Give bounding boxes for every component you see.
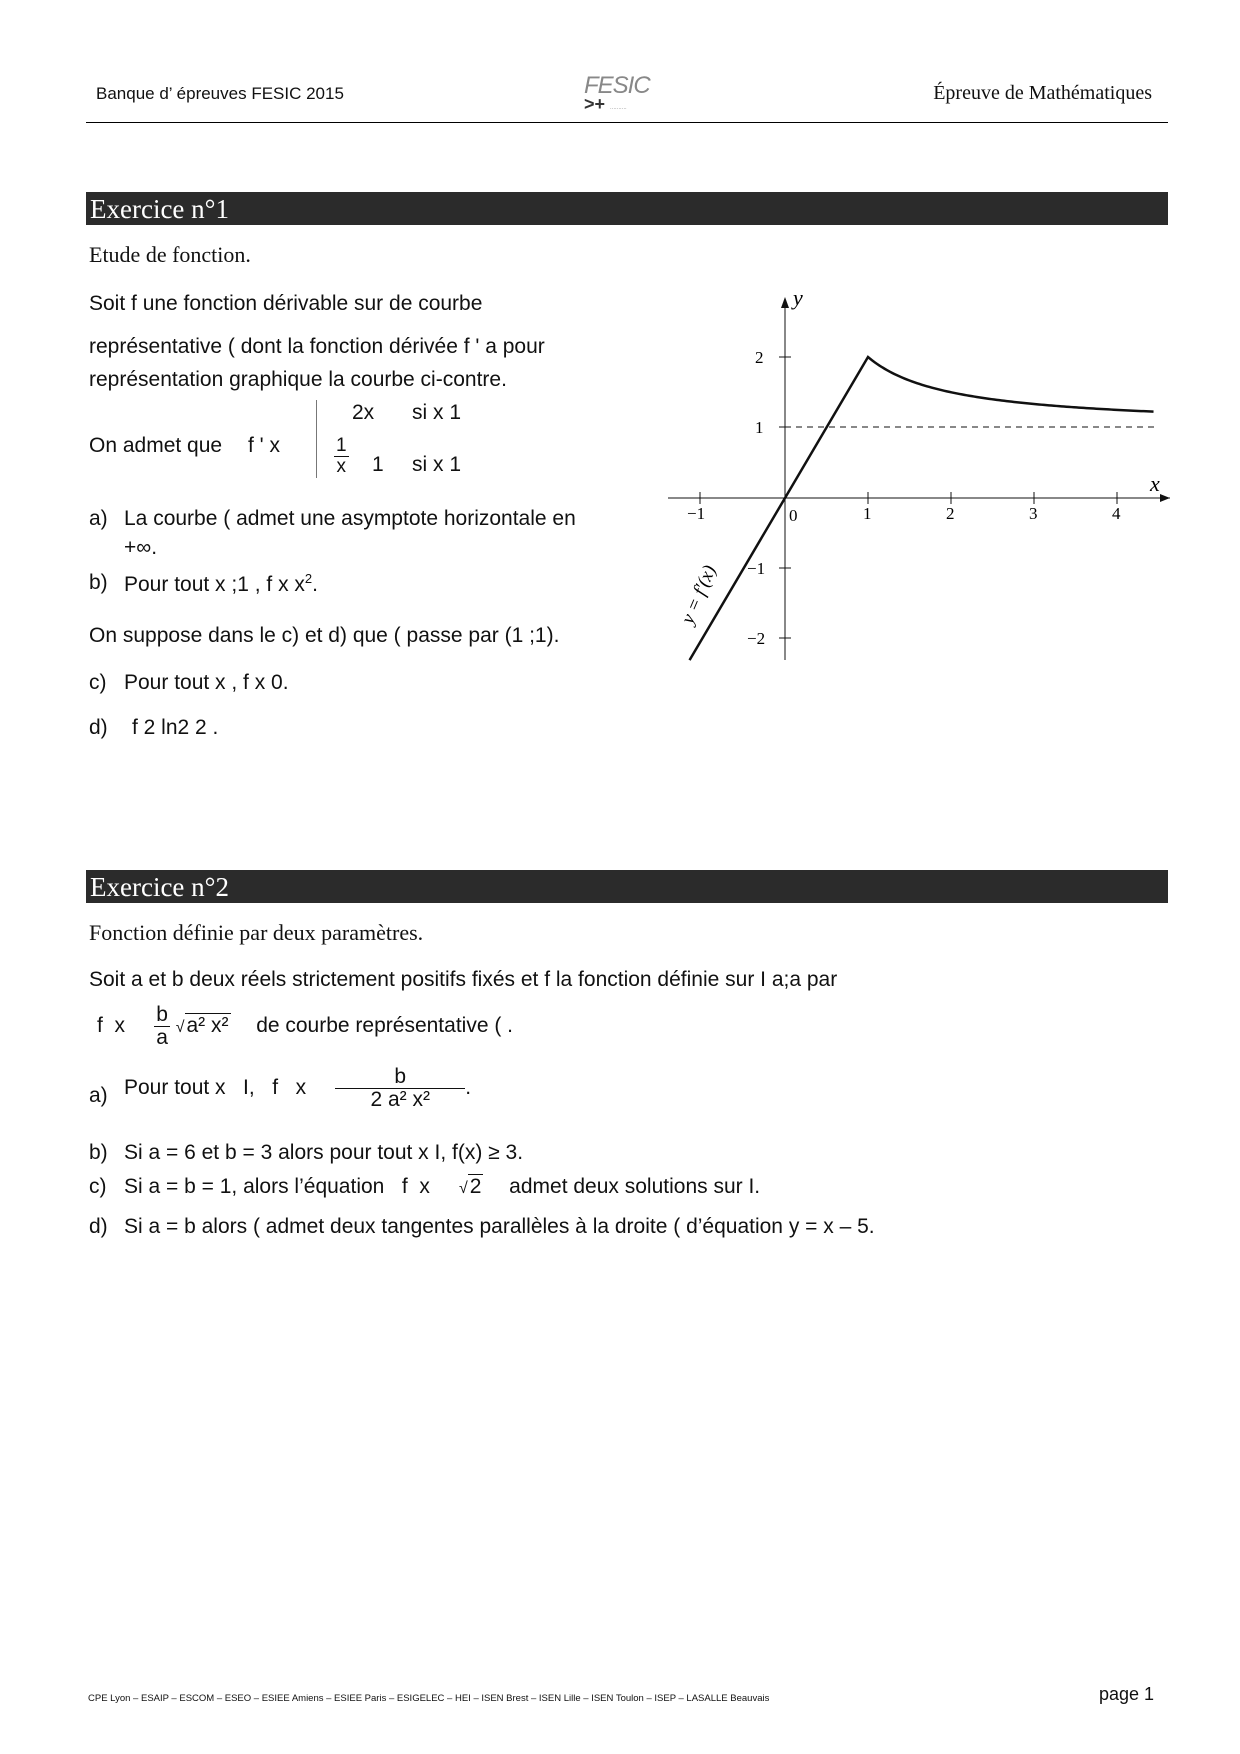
fesic-logo — [584, 72, 694, 120]
ex2-c-main: Si a = b = 1, alors l’équation f x — [124, 1175, 460, 1198]
ex2-definition: f x $\frac{b}{a}$ √a² x² de courbe représentative ( . — [97, 1003, 513, 1050]
ex1-a-text-line1: La courbe ( admet une asymptote horizontale en — [124, 507, 576, 530]
ex2-c-radicand: 2 — [469, 1175, 482, 1198]
exercise-2-title: Exercice n°2 — [86, 870, 1168, 903]
case2-fraction — [334, 436, 349, 477]
ex2-a-main: Pour tout x I, f x — [124, 1076, 330, 1100]
ex1-b-end: . — [312, 573, 318, 596]
footer-schools: CPE Lyon – ESAIP – ESCOM – ESEO – ESIEE Amiens – ESIEE Paris – ESIGELEC – HEI – ISEN Brest – ISEN Lille – ISEN Toulon – ISEP – LASALLE Beauvais — [88, 1693, 770, 1704]
ex2-a-text — [124, 1066, 471, 1111]
y-tick-label: −1 — [747, 559, 766, 578]
case2-denominator: x — [334, 456, 349, 477]
origin-label: 0 — [789, 506, 798, 525]
case2-condition: si x 1 — [412, 453, 462, 476]
y-tick-label: 2 — [755, 348, 764, 367]
header-divider — [86, 122, 1168, 123]
header-right-text: Épreuve de Mathématiques — [933, 82, 1152, 104]
ex2-b-label: b) — [89, 1141, 108, 1164]
case1-value: 2x — [352, 401, 375, 424]
header-left-text: Banque d’ épreuves FESIC 2015 — [96, 84, 344, 103]
logo-text: FESIC — [584, 72, 650, 99]
ex1-paragraph-line2: représentative ( dont la fonction dérivée f ' a pour — [89, 335, 545, 358]
ex2-def-lhs: f x — [97, 1014, 149, 1038]
ex2-def-numerator: b — [156, 1003, 168, 1026]
ex1-b-text — [124, 571, 318, 597]
ex2-a-end: . — [465, 1076, 472, 1100]
x-axis-arrow — [1160, 494, 1170, 502]
ex2-c-text: Si a = b = 1, alors l’équation f x √2 admet deux solutions sur I. — [124, 1175, 761, 1198]
y-tick-label: 1 — [755, 418, 764, 437]
exercise-1-subtitle: Etude de fonction. — [89, 242, 251, 267]
logo-mark: >+ ·········· — [584, 94, 627, 114]
admit-label: On admet que — [89, 434, 223, 457]
x-tick-label: 2 — [946, 504, 955, 523]
ex2-paragraph: Soit a et b deux réels strictement positifs fixés et f la fonction définie sur I a;a par — [89, 968, 838, 991]
x-tick-label: 3 — [1029, 504, 1038, 523]
case2-numerator: 1 — [336, 435, 347, 456]
ex1-d-label: d) — [89, 716, 108, 739]
exercise-2-subtitle: Fonction définie par deux paramètres. — [89, 920, 424, 945]
y-axis-label: y — [793, 285, 803, 310]
admit-function: f ' x — [248, 434, 281, 457]
ex1-b-label: b) — [89, 571, 108, 594]
exercise-1-title: Exercice n°1 — [86, 192, 1168, 225]
ex2-d-label: d) — [89, 1215, 108, 1238]
ex1-b-text-main: Pour tout x ;1 , f x x — [124, 573, 305, 596]
ex2-a-denominator: 2 a² x² — [335, 1088, 465, 1111]
ex1-a-text-line2: +∞. — [124, 536, 158, 559]
case2-value: 1 — [372, 453, 384, 476]
ex1-paragraph-line1: Soit f une fonction dérivable sur de courbe — [89, 292, 483, 315]
ex1-b-exponent: 2 — [304, 571, 313, 586]
ex2-a-label: a) — [89, 1084, 108, 1107]
ex2-c-tail: admet deux solutions sur I. — [509, 1175, 761, 1198]
x-tick-label: −1 — [687, 504, 706, 523]
ex2-a-numerator: b — [394, 1065, 407, 1088]
case1-condition: si x 1 — [412, 401, 462, 424]
ex2-d-text: Si a = b alors ( admet deux tangentes parallèles à la droite ( d’équation y = x – 5. — [124, 1215, 875, 1238]
curve-label: y = f′(x) — [677, 562, 721, 627]
ex1-d-text: f 2 ln2 2 . — [132, 716, 219, 739]
page-number: page 1 — [1098, 1684, 1154, 1704]
ex2-c-label: c) — [89, 1175, 107, 1198]
ex1-a-label: a) — [89, 507, 108, 530]
derivative-graph — [660, 285, 1180, 665]
ex1-c-label: c) — [89, 671, 107, 694]
ex1-supposition: On suppose dans le c) et d) que ( passe par (1 ;1). — [89, 624, 560, 647]
ex2-def-tail: de courbe représentative ( . — [256, 1014, 513, 1038]
y-axis-arrow — [781, 297, 789, 308]
piecewise-brace — [316, 400, 333, 478]
ex1-paragraph-line3: représentation graphique la courbe ci-contre. — [89, 368, 507, 391]
x-tick-label: 1 — [863, 504, 872, 523]
y-tick-label: −2 — [747, 629, 766, 648]
ex1-c-text: Pour tout x , f x 0. — [124, 671, 289, 694]
derivative-curve — [690, 357, 1154, 660]
ex2-b-text: Si a = 6 et b = 3 alors pour tout x I, f(x) ≥ 3. — [124, 1141, 524, 1164]
ex2-def-denominator: a — [156, 1026, 168, 1050]
x-axis-label: x — [1150, 471, 1160, 496]
x-tick-label: 4 — [1112, 504, 1121, 523]
ex2-def-radicand: a² x² — [186, 1014, 229, 1038]
